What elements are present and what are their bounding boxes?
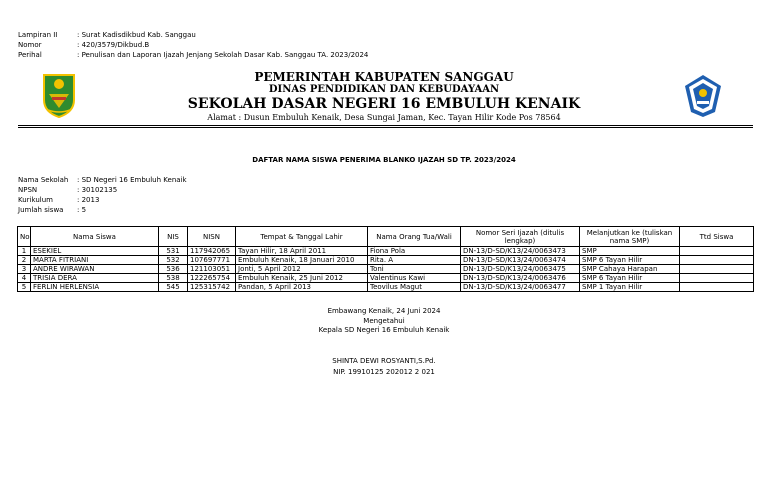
header-ttd-siswa: Ttd Siswa [680,227,754,247]
meta-value: : Penulisan dan Laporan Ijazah Jenjang Sekolah Dasar Kab. Sanggau TA. 2023/2024 [77,51,369,59]
signature-name [0,357,768,366]
header-melanjutkan: Melanjutkan ke (tuliskan nama SMP) [580,227,680,247]
cell-orang-tua: Valentinus Kawi [368,274,461,283]
cell-ttd [680,265,754,274]
cell-ttl: Embuluh Kenaik, 18 Januari 2010 [236,256,368,265]
cell-melanjutkan: SMP Cahaya Harapan [580,265,680,274]
info-nama-sekolah [18,175,187,185]
document-title: DAFTAR NAMA SISWA PENERIMA BLANKO IJAZAH SD TP. 2023/2024 [252,156,516,164]
letterhead-agency: DINAS PENDIDIKAN DAN KEBUDAYAAN [268,84,500,95]
info-value: : 5 [77,206,87,214]
letterhead-address: Alamat : Dusun Embuluh Kenaik, Desa Sungai Jaman, Kec. Tayan Hilir Kode Pos 78564 [207,113,561,122]
cell-melanjutkan: SMP 6 Tayan Hilir [580,256,680,265]
cell-nisn: 107697771 [188,256,236,265]
cell-ttd [680,283,754,292]
table-row [18,283,754,292]
letterhead-government: PEMERINTAH KABUPATEN SANGGAU [254,70,514,84]
header-no: No [18,227,31,247]
header-tempat-tanggal-lahir: Tempat & Tanggal Lahir [236,227,368,247]
cell-ttl: Embuluh Kenaik, 25 Juni 2012 [236,274,368,283]
info-value: : SD Negeri 16 Embuluh Kenaik [77,176,187,184]
info-value: : 30102135 [77,186,118,194]
signer-nip: NIP. 19910125 202012 2 021 [333,368,435,376]
cell-nis: 545 [159,283,188,292]
meta-key: Nomor [18,41,42,49]
info-key: Nama Sekolah [18,176,69,184]
cell-nomor-seri: DN-13/D-SD/K13/24/0063475 [461,265,580,274]
cell-melanjutkan: SMP 1 Tayan Hilir [580,283,680,292]
place-date-text: Embawang Kenaik, 24 Juni 2024 [327,307,441,315]
meta-value: : 420/3579/Dikbud.B [77,41,150,49]
cell-ttl: Tayan Hilir, 18 April 2011 [236,247,368,256]
cell-nama: MARTA FITRIANI [31,256,159,265]
header-orang-tua: Nama Orang Tua/Wali [368,227,461,247]
cell-nis: 536 [159,265,188,274]
meta-key: Lampiran II [18,31,58,39]
student-table [17,226,754,292]
signature-acknowledged [0,317,768,326]
cell-ttd [680,256,754,265]
info-npsn [18,185,117,195]
signature-place-date [0,307,768,316]
cell-nomor-seri: DN-13/D-SD/K13/24/0063473 [461,247,580,256]
cell-ttl: Jonti, 5 April 2012 [236,265,368,274]
cell-ttd [680,274,754,283]
info-jumlah-siswa [18,205,86,215]
cell-nis: 532 [159,256,188,265]
cell-nisn: 125315742 [188,283,236,292]
table-row [18,265,754,274]
info-kurikulum [18,195,99,205]
info-key: Jumlah siswa [18,206,64,214]
meta-value: : Surat Kadisdikbud Kab. Sanggau [77,31,196,39]
cell-melanjutkan: SMP 6 Tayan Hilir [580,274,680,283]
cell-nis: 538 [159,274,188,283]
cell-no: 4 [18,274,31,283]
cell-melanjutkan: SMP [580,247,680,256]
info-value: : 2013 [77,196,100,204]
meta-perihal [18,51,368,60]
cell-no: 2 [18,256,31,265]
info-key: NPSN [18,186,38,194]
cell-orang-tua: Rita. A [368,256,461,265]
cell-nama: ANDRE WIRAWAN [31,265,159,274]
signature-nip [0,368,768,377]
cell-ttl: Pandan, 5 April 2013 [236,283,368,292]
cell-nama: TRISIA DERA [31,274,159,283]
meta-key: Perihal [18,51,42,59]
acknowledged-text: Mengetahui [363,317,405,325]
cell-orang-tua: Toni [368,265,461,274]
table-row [18,247,754,256]
signature-position [0,326,768,335]
table-row [18,274,754,283]
cell-no: 3 [18,265,31,274]
cell-nama: ESEKIEL [31,247,159,256]
cell-no: 5 [18,283,31,292]
cell-ttd [680,247,754,256]
cell-orang-tua: Teovilus Magut [368,283,461,292]
letterhead-rule [18,127,753,128]
letterhead-rule [18,125,753,126]
cell-nisn: 117942065 [188,247,236,256]
header-nisn: NISN [188,227,236,247]
cell-nisn: 122265754 [188,274,236,283]
cell-nomor-seri: DN-13/D-SD/K13/24/0063476 [461,274,580,283]
table-row [18,256,754,265]
meta-nomor [18,41,149,50]
cell-nomor-seri: DN-13/D-SD/K13/24/0063477 [461,283,580,292]
header-nomor-seri-ijazah: Nomor Seri Ijazah (ditulis lengkap) [461,227,580,247]
cell-nis: 531 [159,247,188,256]
cell-no: 1 [18,247,31,256]
cell-nomor-seri: DN-13/D-SD/K13/24/0063474 [461,256,580,265]
cell-nama: FERLIN HERLENSIA [31,283,159,292]
header-nis: NIS [159,227,188,247]
position-text: Kepala SD Negeri 16 Embuluh Kenaik [318,326,450,334]
signer-name: SHINTA DEWI ROSYANTI,S.Pd. [332,357,436,365]
table-header-row [18,227,754,247]
letterhead-school: SEKOLAH DASAR NEGERI 16 EMBULUH KENAIK [187,96,581,112]
info-key: Kurikulum [18,196,53,204]
cell-orang-tua: Fiona Pola [368,247,461,256]
cell-nisn: 121103051 [188,265,236,274]
meta-lampiran [18,31,196,40]
header-nama-siswa: Nama Siswa [31,227,159,247]
